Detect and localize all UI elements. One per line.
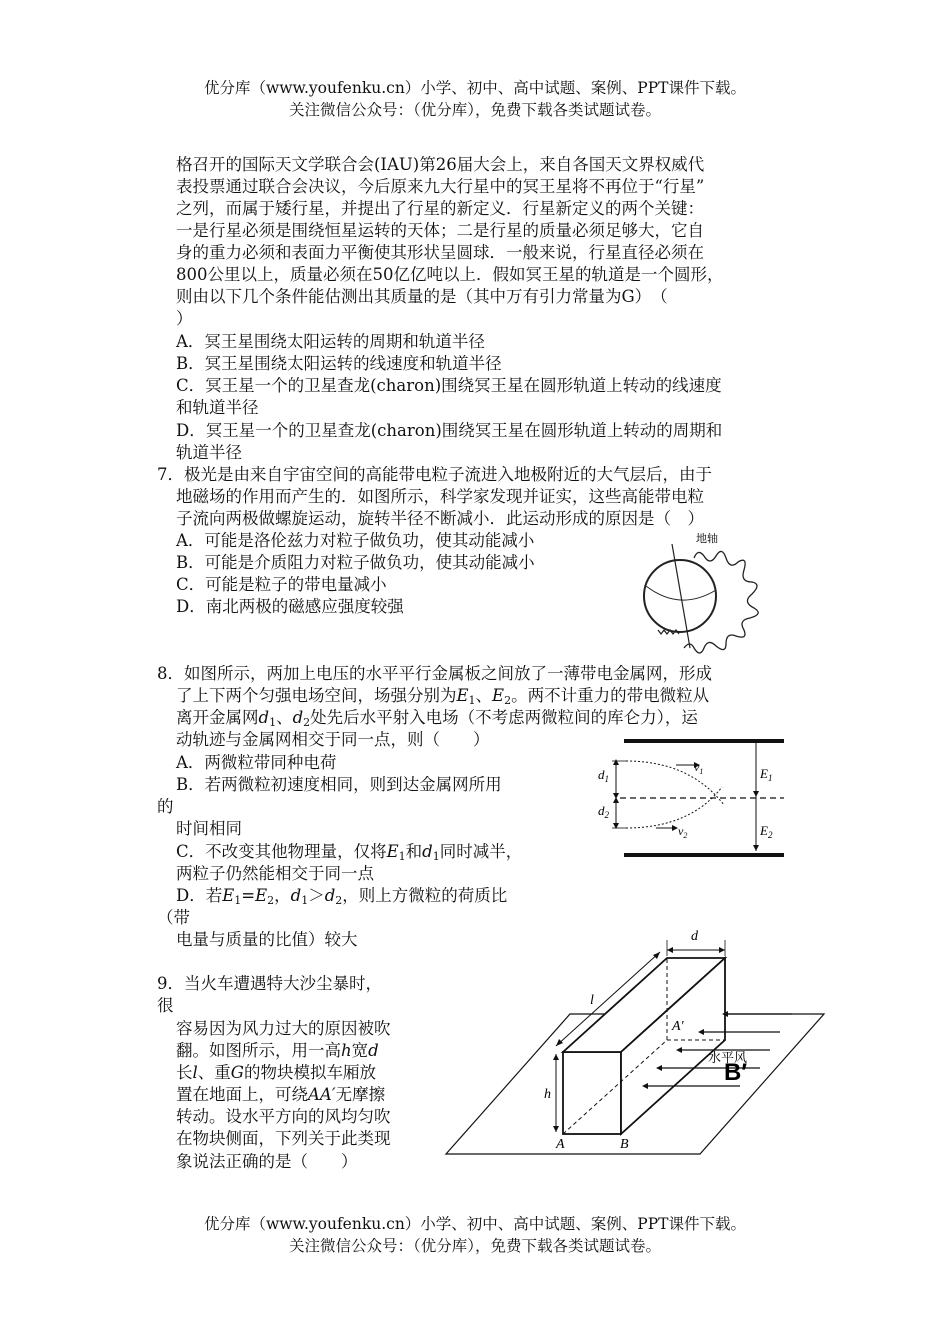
q8-option-c: C．不改变其他物理量，仅将$E_1$和$d_1$同时减半， [176, 842, 523, 863]
q6-line-2: 表投票通过联合会决议，今后原来九大行星中的冥王星将不再位于“行星” [176, 177, 705, 196]
q6-line-8: ） [176, 309, 193, 328]
l-label: l [590, 993, 594, 1008]
q6-line-5: 身的重力必须和表面力平衡使其形状呈圆球．一般来说，行星直径必须在 [176, 243, 704, 262]
e2-label: $E_2$ [760, 823, 773, 840]
q8-option-d-cont2: 电量与质量的比值）较大 [176, 930, 358, 949]
q7-line-3: 子流向两极做螺旋运动，旋转半径不断减小．此运动形成的原因是（ ） [176, 509, 704, 528]
q8-line-2: 了上下两个匀强电场空间，场强分别为$E_1$、$E_2$。两不计重力的带电微粒从 [176, 686, 710, 707]
e1-label: $E_1$ [760, 766, 773, 783]
lower-trajectory [626, 787, 722, 828]
q6-option-d-cont: 轨道半径 [176, 443, 242, 462]
q6-option-a: A．冥王星围绕太阳运转的周期和轨道半径 [176, 332, 485, 351]
header-line-1: 优分库（www.youfenku.cn）小学、初中、高中试题、案例、PPT课件下载。 [203, 79, 747, 97]
d2-label: $d_2$ [598, 803, 609, 820]
q9-line-7: 转动。设水平方向的风均匀吹 [176, 1107, 391, 1126]
field-arrow-mid [753, 791, 759, 797]
q8-option-c-cont: 两粒子仍然能相交于同一点 [176, 864, 374, 883]
d-label: d [691, 929, 698, 944]
axis-label: 地轴 [696, 533, 718, 545]
v1-label: $v_1$ [694, 760, 704, 776]
field-arrow-bottom [753, 845, 759, 851]
h-label: h [544, 1087, 551, 1102]
b-label: B [620, 1137, 629, 1152]
q8-option-b-cont2: 时间相同 [176, 819, 242, 838]
q8-line-3: 离开金属网$d_1$、$d_2$处先后水平射入电场（不考虑两微粒间的库仑力），运 [176, 708, 698, 729]
q9-line-1: 9．当火车遭遇特大沙尘暴时， [157, 974, 382, 993]
a-prime-label: A′ [672, 1019, 684, 1034]
q6-option-c: C．冥王星一个的卫星查龙(charon)围绕冥王星在圆形轨道上转动的线速度 [176, 376, 722, 395]
v2-label: $v_2$ [678, 824, 688, 840]
aurora-figure [632, 528, 782, 654]
q7-option-c: C．可能是粒子的带电量减小 [176, 575, 387, 594]
q9-line-9: 象说法正确的是（ ） [176, 1152, 358, 1171]
q7-line-2: 地磁场的作用而产生的．如图所示，科学家发现并证实，这些高能带电粒 [176, 487, 704, 506]
q9-line-8: 在物块侧面，下列关于此类现 [176, 1129, 391, 1148]
q6-option-b: B．冥王星围绕太阳运转的线速度和轨道半径 [176, 354, 502, 373]
block-front-face [563, 1052, 621, 1134]
q6-line-4: 一是行星必须是围绕恒星运转的天体；二是行星的质量必须足够大，它自 [176, 221, 704, 240]
q8-option-d: D．若$E_1=E_2$，$d_1>d_2$，则上方微粒的荷质比 [176, 886, 508, 907]
q6-line-7: 则由以下几个条件能估测出其质量的是（其中万有引力常量为G） （ [176, 287, 668, 306]
q8-option-a: A．两微粒带同种电荷 [176, 753, 337, 772]
q7-option-d: D．南北两极的磁感应强度较强 [176, 597, 404, 616]
q7-option-b: B．可能是介质阻力对粒子做负功，使其动能减小 [176, 553, 535, 572]
wind-label: 水平风 [708, 1051, 748, 1066]
q9-line-6: 置在地面上，可绕AA′无摩擦 [176, 1085, 386, 1104]
q6-line-1: 格召开的国际天文学联合会(IAU)第26届大会上，来自各国天文界权威代 [176, 155, 705, 174]
train-block-figure [440, 922, 830, 1162]
electric-field-figure [590, 735, 790, 865]
footer-line-2: 关注微信公众号：（优分库），免费下载各类试题试卷。 [288, 1237, 661, 1255]
q8-option-b: B．若两微粒初速度相同，则到达金属网所用 [176, 775, 502, 794]
q6-option-d: D．冥王星一个的卫星查龙(charon)围绕冥王星在圆形轨道上转动的周期和 [176, 421, 723, 440]
bottom-plate [624, 853, 784, 857]
q8-line-1: 8．如图所示，两加上电压的水平平行金属板之间放了一薄带电金属网，形成 [157, 664, 712, 683]
footer-line-1: 优分库（www.youfenku.cn）小学、初中、高中试题、案例、PPT课件下载。 [203, 1215, 747, 1233]
q6-option-c-cont: 和轨道半径 [176, 398, 259, 417]
q9-line-3: 容易因为风力过大的原因被吹 [176, 1019, 391, 1038]
d1-label: $d_1$ [598, 767, 609, 784]
q9-line-2: 很 [157, 996, 174, 1015]
q7-line-1: 7．极光是由来自宇宙空间的高能带电粒子流进入地极附近的大气层后，由于 [157, 465, 712, 484]
q6-line-6: 800公里以上，质量必须在50亿亿吨以上．假如冥王星的轨道是一个圆形， [176, 265, 724, 284]
q6-line-3: 之列，而属于矮行星，并提出了行星的新定义．行星新定义的两个关键： [176, 199, 704, 218]
q9-line-4: 翻。如图所示，用一高h宽d [176, 1041, 379, 1060]
header-line-2: 关注微信公众号：（优分库），免费下载各类试题试卷。 [288, 101, 661, 119]
q8-line-4: 动轨迹与金属网相交于同一点，则（ ） [176, 730, 490, 749]
b-prime-label: B′ [724, 1059, 748, 1086]
q7-option-a: A．可能是洛伦兹力对粒子做负功，使其动能减小 [176, 531, 535, 550]
spiral-path [684, 551, 758, 653]
top-plate [624, 739, 784, 743]
a-label: A [556, 1137, 565, 1152]
q8-option-b-cont: 的 [157, 797, 174, 816]
q9-line-5: 长l、重G的物块模拟车厢放 [176, 1063, 376, 1082]
q8-option-d-cont: （带 [157, 908, 190, 927]
